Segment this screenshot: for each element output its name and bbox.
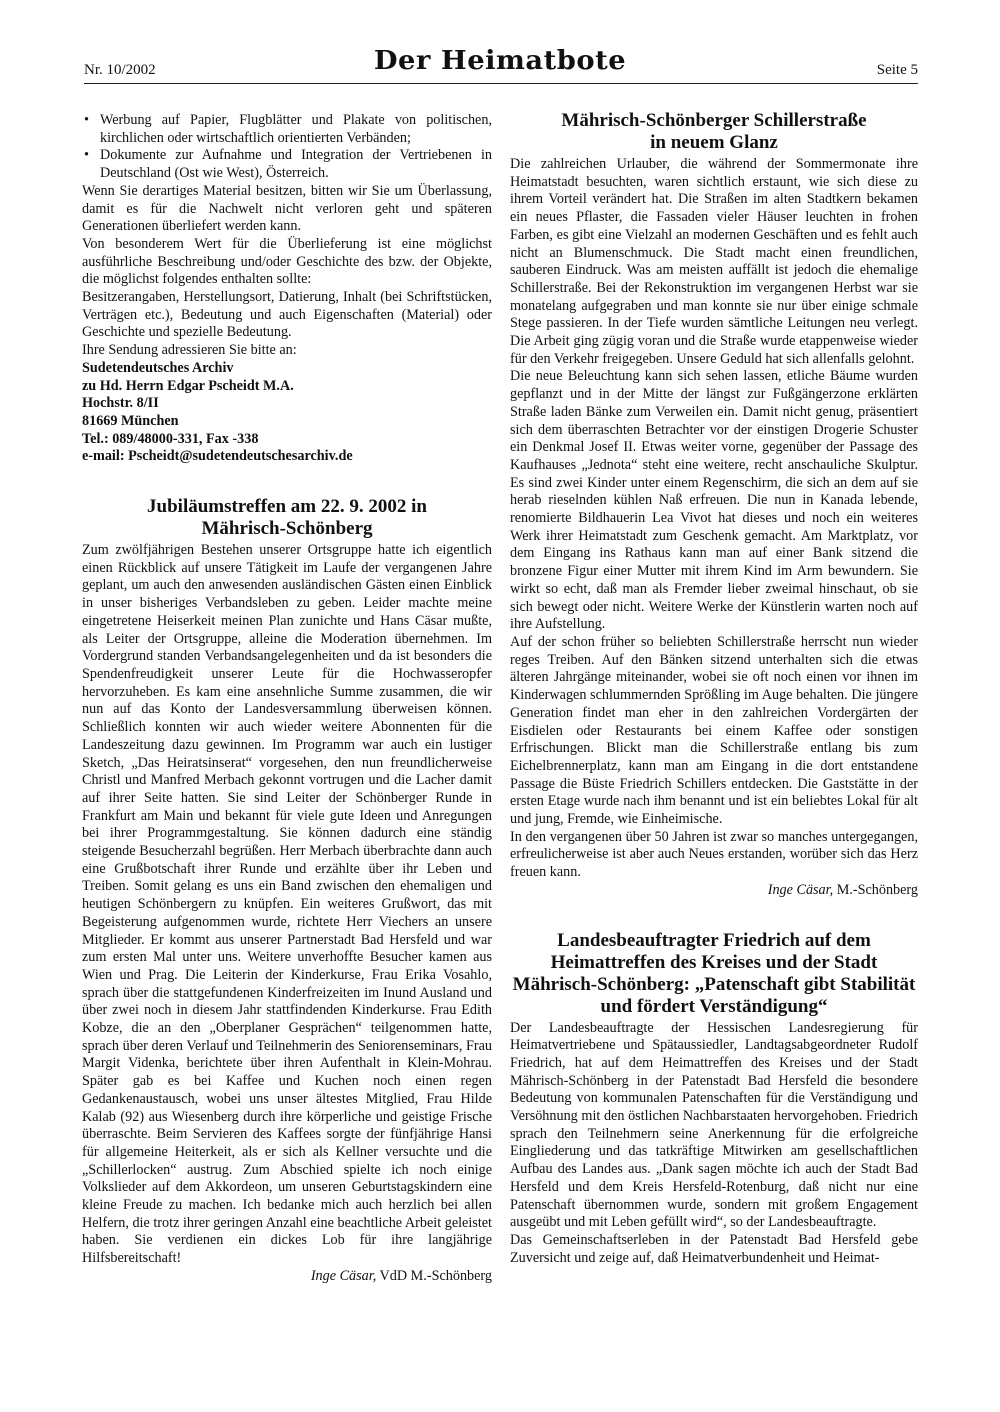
left-column [82,102,492,1286]
header-rule [84,83,918,84]
address-line: 81669 München [82,412,179,429]
author-org: VdD M.-Schönberg [379,1267,492,1284]
headline-line: Jubiläumstreffen am 22. 9. 2002 in [147,496,427,518]
article-body: Zum zwölfjährigen Bestehen unserer Ortsgruppe hatte ich eigentlich einen Rückblick auf unsere Tätigkeit im Laufe der vergangenen Jahre geplant, um auch den anwesenden ausländischen Gästen einen Einblick in unser bisheriges Verbandsleben zu geben. Leider machte meine eingetretene Heiserkeit meinen Plan zunichte und Hans Cäsar mußte, als Leiter der Ortsgruppe, alleine die Moderation übernehmen. Im Vordergrund standen Verbandsangelegenheiten und da ist besonders die Spendenfreudigkeit unserer Leute für die Hochwasseropfer hervorzuheben. Es kam eine ansehnliche Summe zusammen, die wir nun auf das Konto der Landesversammlung überweisen können. Schließlich konnten wir auch wieder weitere Abonnenten für die Landeszeitung dazu gewinnen. Im Programm war auch ein lustiger Sketch, „Das Heiratsinserat“ vorgesehen, den nun freundlicherweise Christl und Manfred Merbach gekonnt vortrugen und die Lacher damit auf ihrer Seite hatten. Sie sind Leiter der Schönberger Runde in Frankfurt am Main und bekannt für viele gute Ideen und Anregungen bei ihrer Programmgestaltung. Sie können dadurch eine ständig steigende Besucherzahl begrüßen. Herr Merbach überbrachte dann auch eine Grußbotschaft ihrer Runde und erzählte über ihr Leben und Treiben. Somit gelang es uns ein Band zwischen den ehemaligen und heutigen Schönbergern zu knüpfen. Ein weiteres Grußwort, das mit Begeisterung aufgenommen wurde, richtete Herr Viechers an unsere Mitglieder. Er kommt aus unserer Partnerstadt Bad Hersfeld und war zum ersten Mal unter uns. Weitere unverhoffte Besucher kamen aus Wien und Prag. Die Leiterin der Kinderkurse, Frau Erika Vosahlo, sprach über die stattgefundenen Kinderfreizeiten im Inund Ausland und über zwei noch in diesem Jahr stattfindenden Kinderkurse. Frau Edith Kobze, die an den „Oberplaner Gesprächen“ teilgenommen hatte, sprach über deren Verlauf und Teilnehmerin des Seniorenseminars, Frau Margit Videnka, berichtete über ihren Aufenthalt in Klein-Mohrau. Später gab es bei Kaffee und Kuchen noch einen regen Gedankenaustausch, wobei uns unser ältestes Mitglied, Frau Hilde Kalab (92) aus Wiesenberg durch ihre körperliche und geistige Frische überraschte. Beim Servieren des Kaffees sorgte der fünfjährige Hansi für allgemeine Heiterkeit, als er sich als Kellner versuchte und die „Schillerlocken“ austrug. Zum Abschied spielte ich noch einige Volkslieder auf dem Akkordeon, um unseren Geburtstagskindern eine kleine Freude zu machen. Ich bedanke mich auch herzlich bei allen Helfern, die trotz ihrer geringen Anzahl eine beachtliche Arbeit geleistet haben. Sie verdienen ein dickes Lob für ihre langjährige Hilfsbereitschaft! [82,542,492,1267]
paragraph: Besitzerangaben, Herstellungsort, Datierung, Inhalt (bei Schriftstücken, Verträgen etc.), Bedeutung und auch Eigenschaften (Material) oder Geschichte und spezielle Bedeutung. [82,289,492,341]
article-headline: Landesbeauftragter Friedrich auf dem Heimattreffen des Kreises und der Stadt Mährisch-Schönberg: „Patenschaft gibt Stabilität und fördert Verständigung“ [512,929,916,1017]
masthead-logo: Der Heimatbote [373,46,627,76]
page-number: Seite 5 [876,62,918,78]
paragraph: Der Landesbeauftragte der Hessischen Landesregierung für Heimatvertriebene und Spätaussiedler, Landtagsabgeordneter Rudolf Friedrich, hat auf dem Heimattreffen des Kreises und der Stadt Mährisch-Schönberg in der Patenstadt Bad Hersfeld die besondere Bedeutung von kommunalen Patenschaften für die Verständigung und Versöhnung mit den östlichen Nachbarstaaten hervorgehoben. Friedrich sprach den Teilnehmern seine Anerkennung für die erfolgreiche Eingliederung und das tatkräftige Mitwirken am gesellschaftlichen Aufbau des Landes aus. „Dank sagen möchte ich auch der Stadt Bad Hersfeld und dem Kreis Hersfeld-Rotenburg, daß nicht nur eine Patenschaft übernommen wurde, sondern mit großem Engagement ausgeübt und mit Leben gefüllt wird“, so der Landesbeauftragte. [510,1019,918,1231]
author-org: M.-Schönberg [836,881,918,898]
author-name: Inge Cäsar, [310,1267,377,1284]
archive-address [82,360,492,466]
paragraph: Die zahlreichen Urlauber, die während der Sommermonate ihre Heimatstadt besuchten, waren sichtlich erstaunt, wie sich diese zu ihrem Vorteil verändert hat. Die Straßen im alten Stadtkern bekamen ein neues Pflaster, die Fassaden vieler Häuser leuchten in frohen Farben, es gibt eine Vielzahl an modernen Geschäften und es fehlt auch nicht an Blumenschmuck. Die Stadt macht einen freundlichen, sauberen Eindruck. Was am meisten auffällt ist jedoch die ehemalige Schillerstraße. Bei der Rekonstruktion im vergangenen Herbst war sie monatelang aufgegraben und man konnte sie nur über einige schmale Stege passieren. In der Tiefe wurden sämtliche Leitungen neu verlegt. Die Arbeit ging zügig voran und die Straße wurde etappenweise wieder für den Verkehr freigegeben. Unsere Geduld hat sich allenfalls gelohnt. [510,156,918,367]
headline-line: in neuem Glanz [650,132,778,153]
address-phone: Tel.: 089/48000-331, Fax -338 [82,430,259,447]
address-line: zu Hd. Herrn Edgar Pscheidt M.A. [82,377,294,394]
paragraph: Auf der schon früher so beliebten Schillerstraße herrscht nun wieder reges Treiben. Auf den Bänken sitzend unterhalten sich die etwas älteren Jahrgänge miteinander, wobei sie oft noch einen vor ihnen im Kinderwagen schlummernden Sprößling im Auge behalten. Die jüngere Generation findet man eher in den zahlreichen Vordergärten der Eisdielen oder Restaurants bei einem Kaffee oder sonstigen Erfrischungen. Blickt man die Schillerstraße entlang bis zum Eichelbrennerplatz, kann man am Eingang in die dort entstandene Passage die Büste Friedrich Schillers entdecken. Die Gaststätte in der ersten Etage wurde nach ihm benannt und ist ein beliebtes Lokal für alt und jung, Fremde, wie Einheimische. [510,633,918,828]
bullet-item: • Werbung auf Papier, Flugblätter und Plakate von politischen, kirchlichen oder wirtschaftlich orientierten Verbänden; [100,112,492,147]
issue-number: Nr. 10/2002 [84,62,156,78]
headline-line: Mährisch-Schönberger Schillerstraße [561,110,867,131]
headline-line: Mährisch-Schönberg [201,518,373,540]
paragraph: Die neue Beleuchtung kann sich sehen lassen, etliche Bäume wurden gepflanzt und in der Mitte der längst zur Fußgängerzone erklärten Straße laden Bänke zum Verweilen ein. Damit nicht genug, präsentiert sich dem überraschten Betrachter vor der einstigen Drogerie Schuster ein Denkmal Josef II. Etwas weiter vorne, gegenüber der Passage des Kaufhauses „Jednota“ steht eine weitere, recht anschauliche Skulptur. Es sind zwei Kinder unter einem Regenschirm, die sich an dem auf sie herab rieselnden kühlen Naß erfreuen. Die nun in Kanada lebende, renomierte Bildhauerin Lea Vivot hat dieses und noch ein weiteres Werk ihrer Heimatstadt zum Geschenk gemacht. Am Marktplatz, vor dem Eingang ins Rathaus kann man auf einer Bank sitzend die bronzene Figur einer Mutter mit ihrem Kind im Arm bewundern. Sie wirkt so echt, daß man als Fremder lieber zweimal hinschaut, ob sie sich bewegt oder nicht. Weitere Werke der Künstlerin warten noch auf ihre Aufstellung. [510,368,918,633]
bullet-list [82,112,492,183]
paragraph: Ihre Sendung adressieren Sie bitte an: [82,342,297,359]
bullet-item: • Dokumente zur Aufnahme und Integration der Vertriebenen in Deutschland (Ost wie West), Österreich. [100,147,492,182]
article-headline [82,496,492,540]
article-headline [510,110,918,154]
address-email: e-mail: Pscheidt@sudetendeutschesarchiv.de [82,448,353,465]
paragraph: Von besonderem Wert für die Überlieferung ist eine möglichst ausführliche Beschreibung und/oder Geschichte des bzw. der Objekte, die möglichst folgendes enthalten sollte: [82,235,492,288]
paragraph: In den vergangenen über 50 Jahren ist zwar so manches untergegangen, erfreulicherweise ist aber auch Neues erstanden, worüber sich das Herz freuen kann. [510,828,918,881]
author-name: Inge Cäsar, [767,881,834,898]
paragraph: Wenn Sie derartiges Material besitzen, bitten wir Sie um Überlassung, damit es für die Nachwelt nicht verloren geht und späteren Generationen überliefert werden kann. [82,182,492,235]
address-line: Sudetendeutsches Archiv [82,359,234,376]
address-line: Hochstr. 8/II [82,395,159,412]
paragraph: Das Gemeinschaftserleben in der Patenstadt Bad Hersfeld gebe Zuversicht und zeige auf, daß Heimatverbundenheit und Heimat- [510,1231,918,1266]
right-column [510,102,918,1267]
